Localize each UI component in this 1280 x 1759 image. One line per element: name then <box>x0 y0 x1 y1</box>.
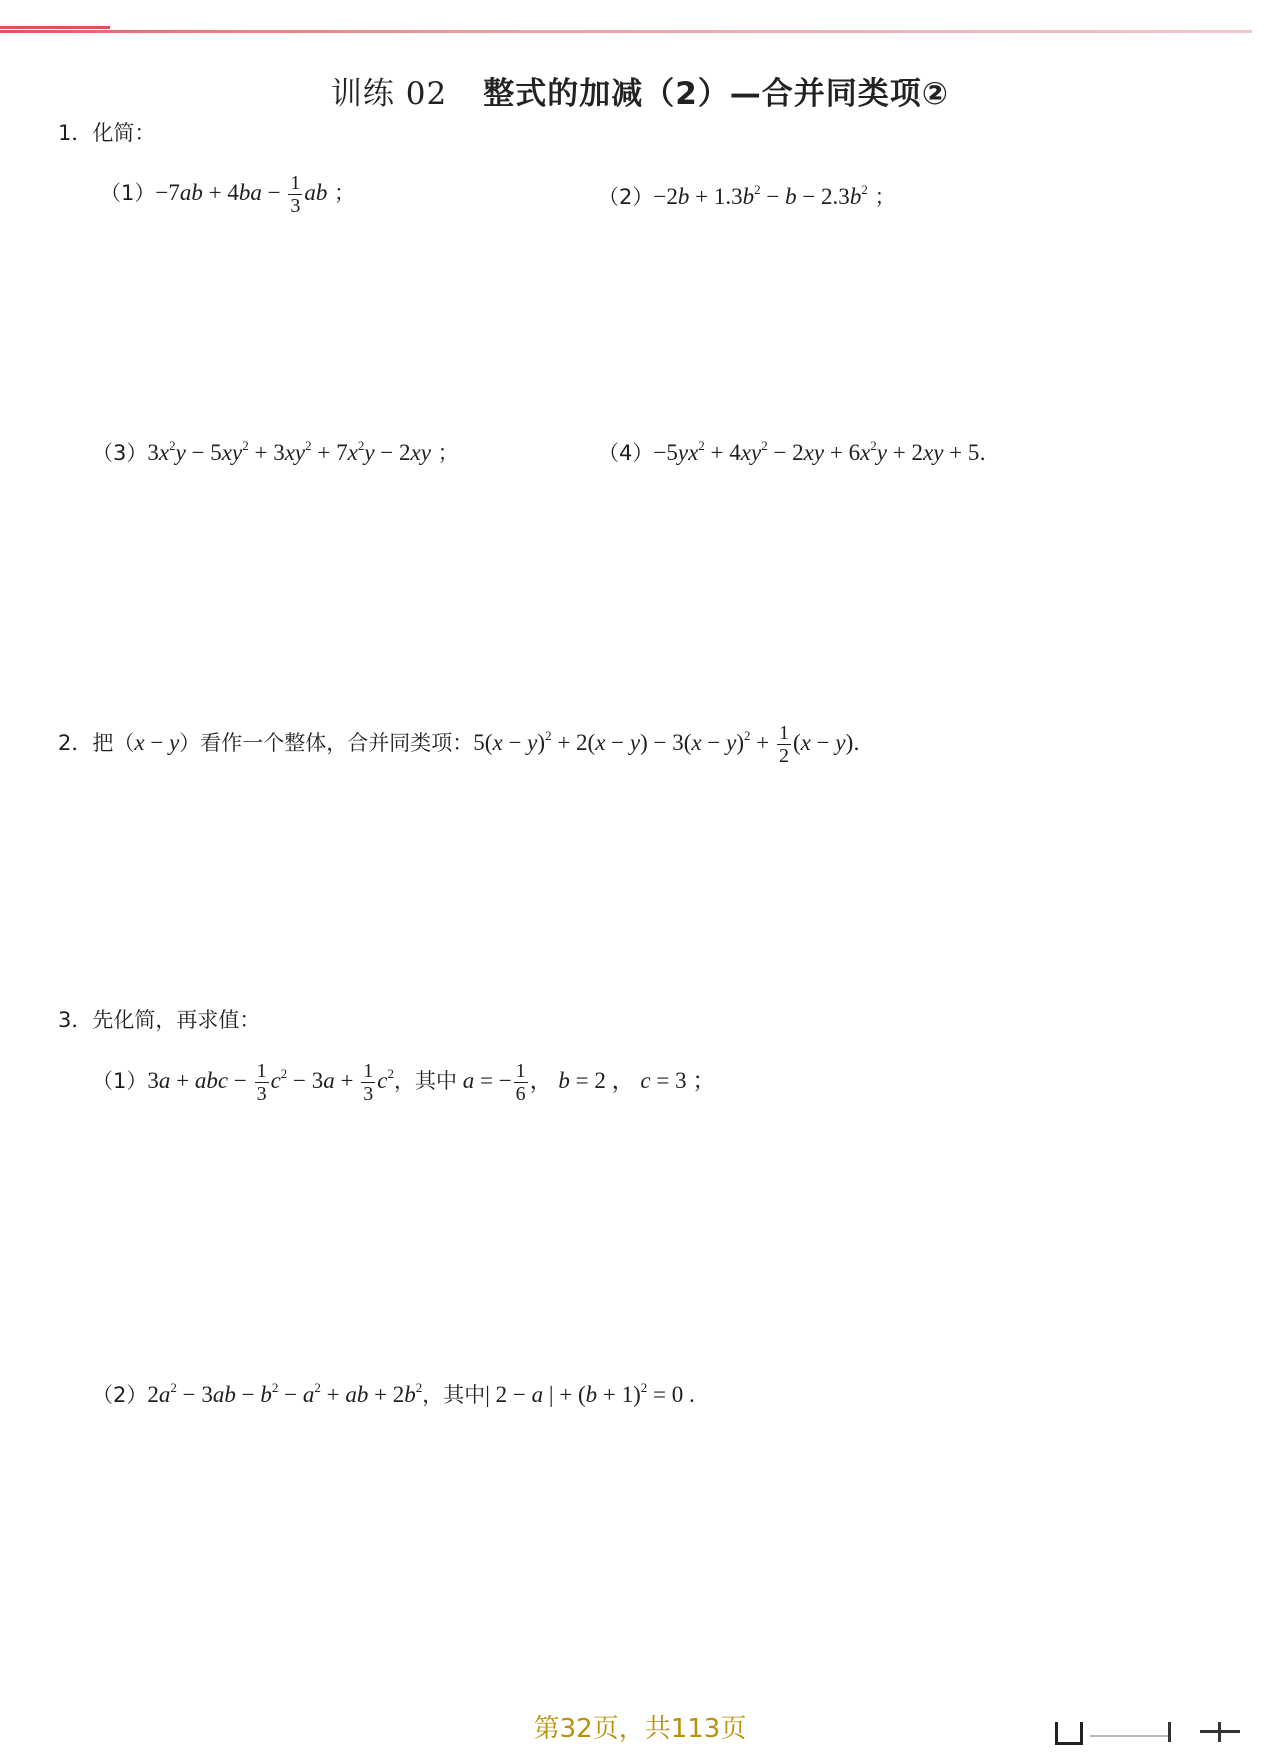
corner-mark-icon <box>1055 1722 1083 1745</box>
q3-label: 3．先化简，再求值： <box>58 1008 261 1032</box>
fraction: $\frac{1}{2}$ <box>779 722 789 767</box>
q2: 2．把（x − y）看作一个整体，合并同类项：$5(x - y)^2 + 2(x - y) - 3(x - y)^2$ + $\frac{1}{2}$ (x − y)． <box>58 722 875 767</box>
q3-part1: （1）3a + abc − $\frac{1}{3}$ $c^2 - 3a$ + $\frac{1}{3}$ $c^2$，其中 a = − $\frac{1}{6}$ ， b = 2 ， c = 3 ； <box>92 1060 716 1105</box>
header-accent <box>0 26 110 29</box>
fraction: $\frac{1}{6}$ <box>515 1060 526 1105</box>
q3-part2-condition: | 2 − a | + $(b + 1)^2 = 0$ . <box>485 1380 695 1407</box>
q1-part4: $(4)-5yx^2 + 4xy^2 - 2xy + 6x^2y + 2xy + 5$． <box>598 438 1001 465</box>
q1-part2-expr: $-2b + 1.3b^2 - b - 2.3b^2$ <box>653 182 868 209</box>
fraction: $\frac{1}{3}$ <box>256 1060 267 1105</box>
page-title <box>0 68 1280 113</box>
corner-tick-stem <box>1218 1722 1221 1742</box>
q1-part1: （1）−7ab + 4ba − $\frac{1}{3}$ ab ； <box>100 172 356 217</box>
q3-part1-expr: 3a + abc − $\frac{1}{3}$ $c^2 - 3a$ + $\frac{1}{3}$ $c^2$ <box>147 1060 394 1105</box>
corner-line <box>1090 1735 1170 1737</box>
q3-part2: $(2)2a^2 - 3ab - b^2 - a^2$ + ab + $2b^2$，其中| 2 − a | + $(b + 1)^2 = 0$ . <box>92 1380 695 1407</box>
q1-label: 1．化简： <box>58 121 156 145</box>
q3-part1-values: a = − $\frac{1}{6}$ ， b = 2 ， c = 3 ； <box>462 1060 716 1105</box>
corner-bar-icon <box>1168 1722 1171 1742</box>
q2-expr: $5(x - y)^2 + 2(x - y) - 3(x - y)^2$ + $\frac{1}{2}$ (x − y) <box>473 722 854 767</box>
q1-part4-expr: $-5yx^2 + 4xy^2 - 2xy + 6x^2y + 2xy + 5$ <box>653 438 980 465</box>
q3-part2-expr: $2a^2 - 3ab - b^2 - a^2$ + ab + $2b^2$ <box>147 1380 423 1407</box>
title-code: 训练 02 <box>330 76 448 112</box>
header-rule <box>0 30 1252 33</box>
q1-part1-expr: −7ab + 4ba − $\frac{1}{3}$ ab <box>155 172 328 217</box>
q1-part3: $(3)3x^2y - 5xy^2 + 3xy^2 + 7x^2y - 2xy$ ； <box>92 438 459 465</box>
title-text: 整式的加减（2）—合并同类项② <box>483 76 950 112</box>
q1-part3-expr: $3x^2y - 5xy^2 + 3xy^2 + 7x^2y - 2xy$ <box>147 438 431 465</box>
page-indicator: 第32页，共113页 <box>533 1714 747 1744</box>
fraction: $\frac{1}{3}$ <box>290 172 301 217</box>
q1-part2: $(2)-2b + 1.3b^2 - b - 2.3b^2$ ； <box>598 182 896 209</box>
fraction: $\frac{1}{3}$ <box>363 1060 374 1105</box>
